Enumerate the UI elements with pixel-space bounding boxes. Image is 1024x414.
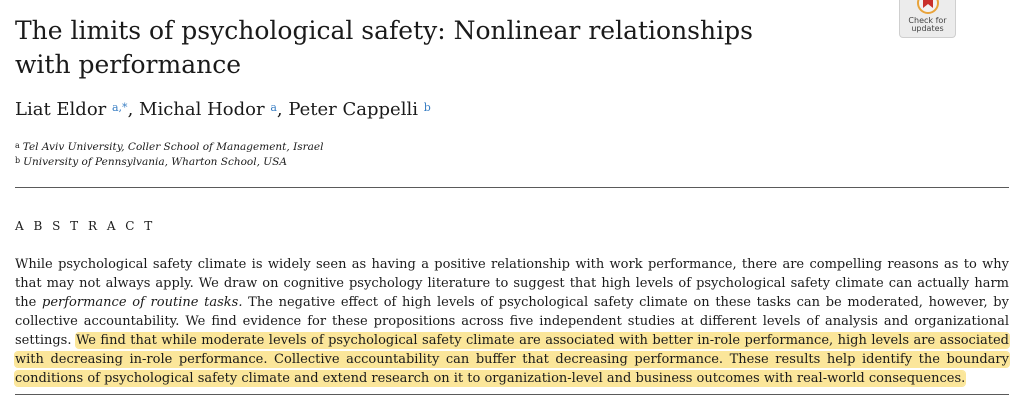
affiliation-item (15, 140, 323, 155)
badge-line-1: Check for (908, 16, 947, 25)
affiliation-mark: a (15, 141, 20, 150)
author-name[interactable]: Peter Cappelli (288, 99, 418, 120)
crossmark-icon (914, 0, 942, 14)
affiliation-mark: b (15, 156, 21, 165)
affiliation-list (15, 140, 323, 170)
affiliation-text: Tel Aviv University, Coller School of Management, Israel (22, 141, 324, 153)
highlighted-passage[interactable]: We find that while moderate levels of psychological safety climate are associated with better in-role performance, high levels are associated with decreasing in-role performance. Collective accountability can buffer that decreasing performance. These results help identify the boundary conditions of psychological safety climate and extend research on it to organization-level and business outcomes with real-world consequences. (15, 333, 1009, 386)
author-name[interactable]: Michal Hodor (139, 99, 265, 120)
abstract-heading: A B S T R A C T (15, 219, 156, 233)
badge-label (900, 17, 955, 33)
affiliation-item (15, 155, 323, 170)
section-divider-bottom (15, 394, 1009, 395)
author-separator: , (127, 99, 140, 120)
author-affiliation-mark[interactable]: a (270, 101, 277, 114)
abstract-part-2: The negative effect of high levels of psychological safety climate on these tasks can be moderated, however, by collective accountability. We find evidence for these propositions across five independent studies at different levels of analysis and organizational settings. (15, 295, 1009, 348)
author-name[interactable]: Liat Eldor (15, 99, 107, 120)
author-list (15, 98, 431, 122)
check-for-updates-badge[interactable] (899, 0, 956, 38)
affiliation-text: University of Pennsylvania, Wharton School, USA (23, 156, 287, 168)
article-title: The limits of psychological safety: Nonlinear relationships with performance (15, 16, 753, 79)
author-separator: , (276, 99, 289, 120)
author-affiliation-mark[interactable]: b (423, 101, 431, 114)
author-affiliation-mark[interactable]: a,* (112, 101, 128, 114)
abstract-emphasis: performance of routine tasks. (42, 295, 243, 310)
section-divider (15, 187, 1009, 188)
badge-line-2: updates (911, 24, 944, 33)
abstract-part-1: While psychological safety climate is widely seen as having a positive relationship with work performance, there are compelling reasons as to why that may not always apply. We draw on cognitive psychology literature to suggest that high levels of psychological safety climate can actually harm the (15, 257, 1009, 310)
abstract-text (15, 255, 1009, 388)
